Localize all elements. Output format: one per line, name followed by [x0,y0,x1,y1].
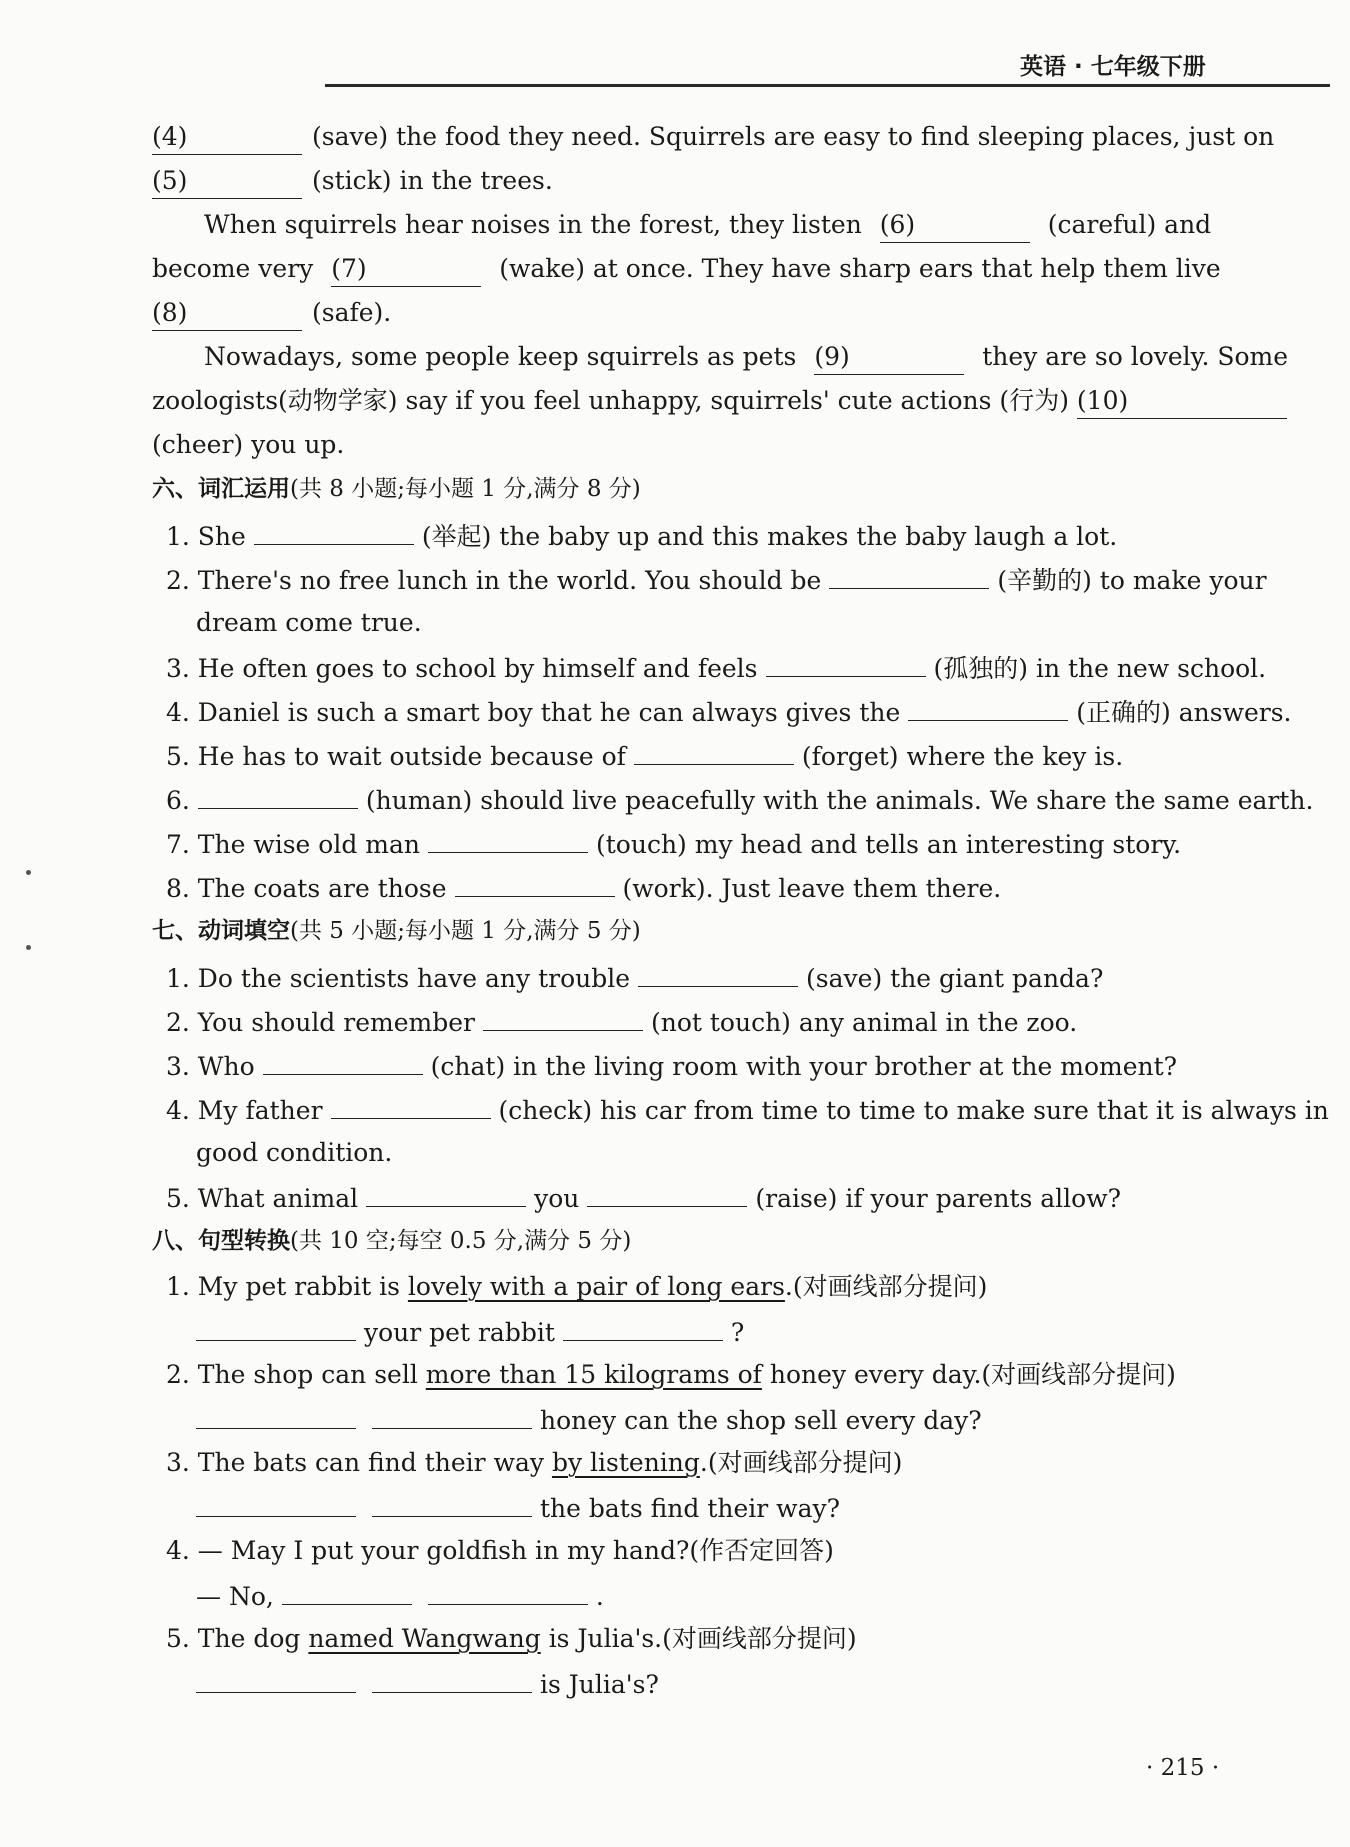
answer-blank[interactable] [372,1490,532,1517]
s6-question-2: 2. There's no free lunch in the world. You should be (辛勤的) to make your [166,562,1267,598]
s8-question-1-answer: your pet rabbit ? [196,1314,744,1350]
answer-blank[interactable] [563,1314,723,1341]
section-6-heading: 六、词汇运用(共 8 小题;每小题 1 分,满分 8 分) [152,476,641,502]
passage-line-8: (cheer) you up. [152,430,345,459]
passage-line-1: (4) (save) the food they need. Squirrels are easy to find sleeping places, just on [152,120,1242,155]
margin-dot [26,870,31,875]
answer-blank[interactable] [196,1666,356,1693]
answer-blank[interactable] [908,694,1068,721]
passage-line-6: Nowadays, some people keep squirrels as pets (9) they are so lovely. Some [204,340,1288,375]
s8-question-5-answer: is Julia's? [196,1666,659,1702]
s8-question-2-answer: honey can the shop sell every day? [196,1402,982,1438]
answer-blank[interactable] [254,518,414,545]
passage-line-7: zoologists(动物学家) say if you feel unhappy, squirrels' cute actions (行为) (10) [152,384,1297,419]
s6-question-6: 6. (human) should live peacefully with the animals. We share the same earth. [166,782,1313,818]
blank-9[interactable]: (9) [814,340,964,375]
blank-4[interactable]: (4) [152,120,302,155]
s6-question-4: 4. Daniel is such a smart boy that he can always gives the (正确的) answers. [166,694,1292,730]
s8-question-4-answer: — No, . [196,1578,604,1614]
answer-blank[interactable] [196,1402,356,1429]
answer-blank[interactable] [634,738,794,765]
answer-blank[interactable] [455,870,615,897]
s6-question-3: 3. He often goes to school by himself and feels (孤独的) in the new school. [166,650,1266,686]
passage-line-4: become very (7) (wake) at once. They have sharp ears that help them live [152,252,1221,287]
section-7-heading: 七、动词填空(共 5 小题;每小题 1 分,满分 5 分) [152,918,641,944]
s8-question-1: 1. My pet rabbit is lovely with a pair of long ears.(对画线部分提问) [166,1272,988,1301]
s6-question-2-cont: dream come true. [196,608,422,637]
passage-line-2: (5) (stick) in the trees. [152,164,553,199]
answer-blank[interactable] [587,1180,747,1207]
section-8-heading: 八、句型转换(共 10 空;每空 0.5 分,满分 5 分) [152,1228,632,1254]
s8-question-4: 4. — May I put your goldfish in my hand?(作否定回答) [166,1536,834,1565]
answer-blank[interactable] [638,960,798,987]
s6-question-8: 8. The coats are those (work). Just leave them there. [166,870,1001,906]
answer-blank[interactable] [372,1666,532,1693]
s7-question-5: 5. What animal you (raise) if your parents allow? [166,1180,1121,1216]
s7-question-3: 3. Who (chat) in the living room with your brother at the moment? [166,1048,1177,1084]
s7-question-2: 2. You should remember (not touch) any animal in the zoo. [166,1004,1077,1040]
passage-line-3: When squirrels hear noises in the forest, they listen (6) (careful) and [204,208,1211,243]
answer-blank[interactable] [282,1578,412,1605]
blank-10[interactable]: (10) [1077,384,1287,419]
s7-question-4: 4. My father (check) his car from time to time to make sure that it is always in [166,1092,1329,1128]
s8-question-5: 5. The dog named Wangwang is Julia's.(对画线部分提问) [166,1624,857,1653]
s8-question-3: 3. The bats can find their way by listening.(对画线部分提问) [166,1448,903,1477]
s6-question-7: 7. The wise old man (touch) my head and tells an interesting story. [166,826,1181,862]
s6-question-5: 5. He has to wait outside because of (forget) where the key is. [166,738,1123,774]
header-rule [325,84,1330,87]
answer-blank[interactable] [372,1402,532,1429]
blank-6[interactable]: (6) [880,208,1030,243]
answer-blank[interactable] [766,650,926,677]
s7-question-4-cont: good condition. [196,1138,393,1167]
answer-blank[interactable] [428,1578,588,1605]
answer-blank[interactable] [263,1048,423,1075]
answer-blank[interactable] [196,1490,356,1517]
blank-5[interactable]: (5) [152,164,302,199]
blank-8[interactable]: (8) [152,296,302,331]
page-header-title: 英语 · 七年级下册 [1020,54,1206,80]
s8-question-2: 2. The shop can sell more than 15 kilograms of honey every day.(对画线部分提问) [166,1360,1176,1389]
s8-question-3-answer: the bats find their way? [196,1490,840,1526]
passage-line-5: (8) (safe). [152,296,391,331]
answer-blank[interactable] [331,1092,491,1119]
page-number: · 215 · [1146,1755,1220,1781]
answer-blank[interactable] [829,562,989,589]
answer-blank[interactable] [198,782,358,809]
margin-dot [26,945,31,950]
answer-blank[interactable] [428,826,588,853]
blank-7[interactable]: (7) [331,252,481,287]
answer-blank[interactable] [483,1004,643,1031]
answer-blank[interactable] [366,1180,526,1207]
s7-question-1: 1. Do the scientists have any trouble (save) the giant panda? [166,960,1103,996]
answer-blank[interactable] [196,1314,356,1341]
s6-question-1: 1. She (举起) the baby up and this makes the baby laugh a lot. [166,518,1117,554]
